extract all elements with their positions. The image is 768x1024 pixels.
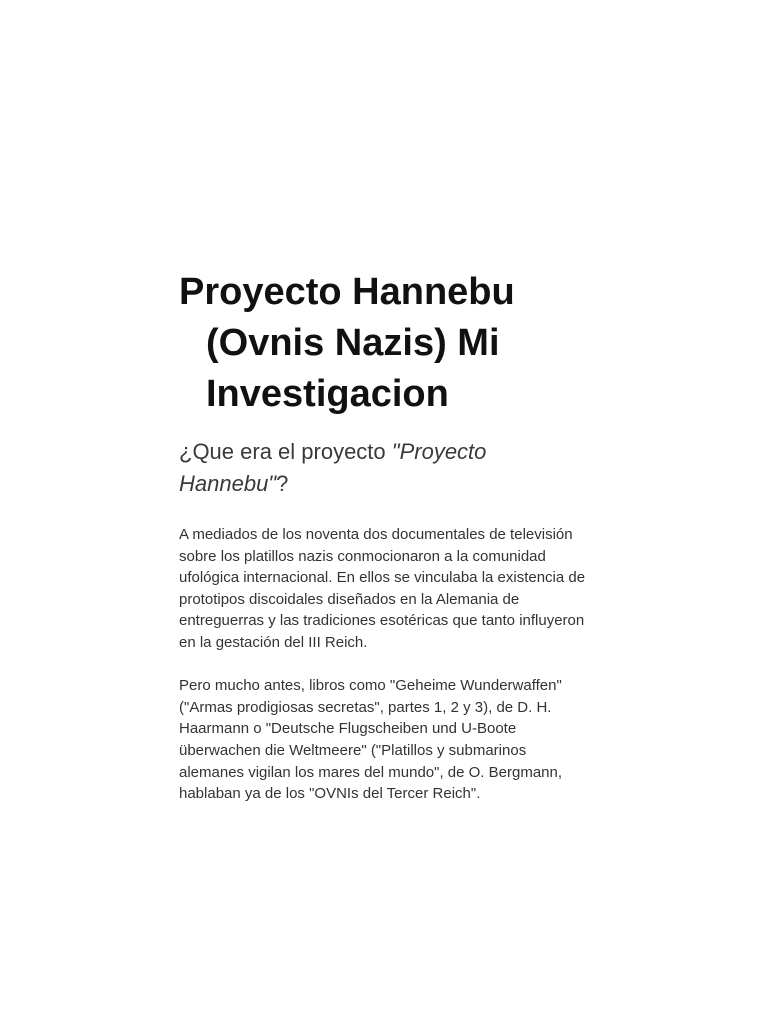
section-heading-suffix: ?: [276, 471, 289, 496]
page-title: Proyecto Hannebu (Ovnis Nazis) Mi Investigacion: [179, 271, 515, 415]
document-page: [179, 267, 589, 805]
section-heading-italic: "Proyecto Hannebu": [179, 439, 487, 496]
paragraph: Pero mucho antes, libros como "Geheime Wunderwaffen" ("Armas prodigiosas secretas", partes 1, 2 y 3), de D. H. Haarmann o "Deutsche Flugscheiben und U-Boote überwachen die Weltmeere" ("Platillos y submarinos alemanes vigilan los mares del mundo", de O. Bergmann, hablaban ya de los "OVNIs del Tercer Reich".: [179, 677, 563, 803]
paragraph: A mediados de los noventa dos documentales de televisión sobre los platillos nazis conmocionaron a la comunidad ufológica internacional. En ellos se vinculaba la existencia de prototipos discoidales diseñados en la Alemania de entreguerras y las tradiciones esotéricas que tanto influyeron en la gestación del III Reich.: [179, 526, 586, 651]
section-heading: [179, 436, 589, 500]
section-heading-text: ¿Que era el proyecto: [179, 439, 392, 464]
